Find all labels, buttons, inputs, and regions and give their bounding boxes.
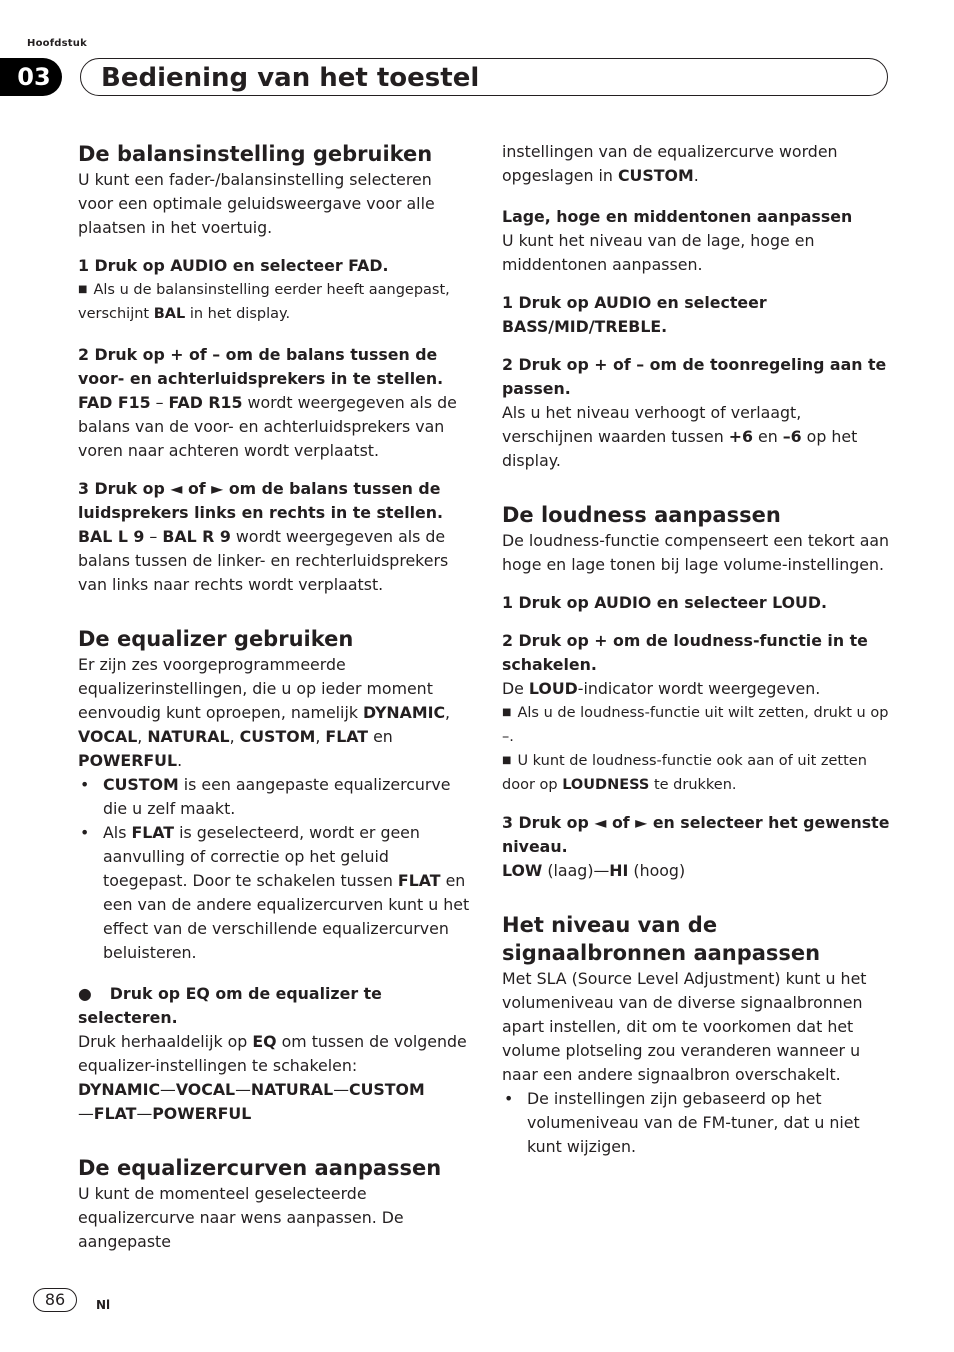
- left-column: [78, 140, 470, 1254]
- section-heading-sla: Het niveau van de signaalbronnen aanpassen: [502, 913, 821, 965]
- balance-step-3-text: BAL L 9 – BAL R 9 wordt weergegeven als de balans tussen de linker- en rechterluidsprekers van links naar rechts wordt verplaatst.: [78, 527, 449, 594]
- tones-step-2: 2 Druk op + of – om de toonregeling aan te passen.: [502, 355, 887, 398]
- chapter-title: Bediening van het toestel: [101, 63, 480, 93]
- balance-step-1: 1 Druk op AUDIO en selecteer FAD.: [78, 256, 389, 275]
- bullet-dot-icon: ●: [78, 984, 92, 1003]
- loudness-step-1: 1 Druk op AUDIO en selecteer LOUD.: [502, 593, 828, 612]
- right-column: [502, 140, 894, 1159]
- sla-intro: Met SLA (Source Level Adjustment) kunt u het volumeniveau van de diverse signaalbronnen apart instellen, dit om te voorkomen dat het volume plotseling zou veranderen wanneer u naar een andere signaalbron overschakelt.: [502, 969, 867, 1084]
- list-item: • Als FLAT is geselecteerd, wordt er geen aanvulling of correctie op het geluid toegepast. Door te schakelen tussen FLAT en een van de andere equalizercurven kunt u het effect van de verschillende equalizercurven beluisteren.: [78, 821, 470, 965]
- equalizer-curve-intro: U kunt de momenteel geselecteerde equalizercurve naar wens aanpassen. De aangepaste: [78, 1184, 404, 1251]
- equalizer-intro: Er zijn zes voorgeprogrammeerde equalizerinstellingen, die u op ieder moment eenvoudig kunt oproepen, namelijk DYNAMIC, VOCAL, NATURAL, CUSTOM, FLAT en POWERFUL.: [78, 655, 451, 770]
- chapter-label: Hoofdstuk: [27, 38, 87, 49]
- loudness-step-2: 2 Druk op + om de loudness-functie in te schakelen.: [502, 631, 868, 674]
- tones-intro: U kunt het niveau van de lage, hoge en middentonen aanpassen.: [502, 231, 815, 274]
- chapter-number-tab: 03: [0, 58, 62, 96]
- loudness-step-3-text: LOW (laag)—HI (hoog): [502, 861, 686, 880]
- chapter-title-bar: [80, 58, 888, 96]
- loudness-step-2-text: De LOUD-indicator wordt weergegeven.: [502, 679, 821, 698]
- tones-step-1: 1 Druk op AUDIO en selecteer BASS/MID/TREBLE.: [502, 293, 767, 336]
- page-number: 86: [33, 1288, 77, 1312]
- loudness-note-2: ■ U kunt de loudness-functie ook aan of uit zetten door op LOUDNESS te drukken.: [502, 753, 867, 793]
- balance-step-2-text: FAD F15 – FAD R15 wordt weergegeven als de balans van de voor- en achterluidsprekers van voren naar achteren wordt verplaatst.: [78, 393, 457, 460]
- subheading-tones: Lage, hoge en middentonen aanpassen: [502, 207, 853, 226]
- loudness-note-1: ■ Als u de loudness-functie uit wilt zetten, drukt u op –.: [502, 705, 889, 745]
- section-heading-loudness: De loudness aanpassen: [502, 503, 781, 527]
- loudness-intro: De loudness-functie compenseert een tekort aan hoge en lage tonen bij lage volume-instellingen.: [502, 531, 890, 574]
- balance-intro: U kunt een fader-/balansinstelling selecteren voor een optimale geluidsweergave voor alle plaatsen in het voertuig.: [78, 170, 435, 237]
- balance-note-1: ■ Als u de balansinstelling eerder heeft aangepast, verschijnt BAL in het display.: [78, 282, 450, 322]
- square-bullet-icon: ■: [502, 755, 512, 766]
- sla-bullets: [502, 1087, 894, 1159]
- section-heading-equalizer: De equalizer gebruiken: [78, 627, 354, 651]
- loudness-step-3: 3 Druk op ◄ of ► en selecteer het gewenste niveau.: [502, 813, 890, 856]
- equalizer-sequence: DYNAMIC—VOCAL—NATURAL—CUSTOM —FLAT—POWERFUL: [78, 1080, 425, 1123]
- tones-step-2-text: Als u het niveau verhoogt of verlaagt, verschijnen waarden tussen +6 en –6 op het display.: [502, 403, 858, 470]
- section-heading-equalizer-curve: De equalizercurven aanpassen: [78, 1156, 442, 1180]
- equalizer-step-text: Druk herhaaldelijk op EQ om tussen de volgende equalizer-instellingen te schakelen:: [78, 1032, 467, 1075]
- square-bullet-icon: ■: [78, 284, 88, 295]
- equalizer-curve-continued: instellingen van de equalizercurve worden opgeslagen in CUSTOM.: [502, 142, 838, 185]
- list-item: • CUSTOM is een aangepaste equalizercurve die u zelf maakt.: [78, 773, 470, 821]
- balance-step-3: 3 Druk op ◄ of ► om de balans tussen de luidsprekers links en rechts in te stellen.: [78, 479, 443, 522]
- equalizer-step: ● Druk op EQ om de equalizer te selecteren.: [78, 984, 382, 1027]
- square-bullet-icon: ■: [502, 707, 512, 718]
- list-item: • De instellingen zijn gebaseerd op het volumeniveau van de FM-tuner, dat u niet kunt wijzigen.: [502, 1087, 894, 1159]
- language-code: Nl: [96, 1298, 111, 1312]
- equalizer-bullets: [78, 773, 470, 965]
- section-heading-balance: De balansinstelling gebruiken: [78, 142, 433, 166]
- balance-step-2: 2 Druk op + of – om de balans tussen de voor- en achterluidsprekers in te stellen.: [78, 345, 444, 388]
